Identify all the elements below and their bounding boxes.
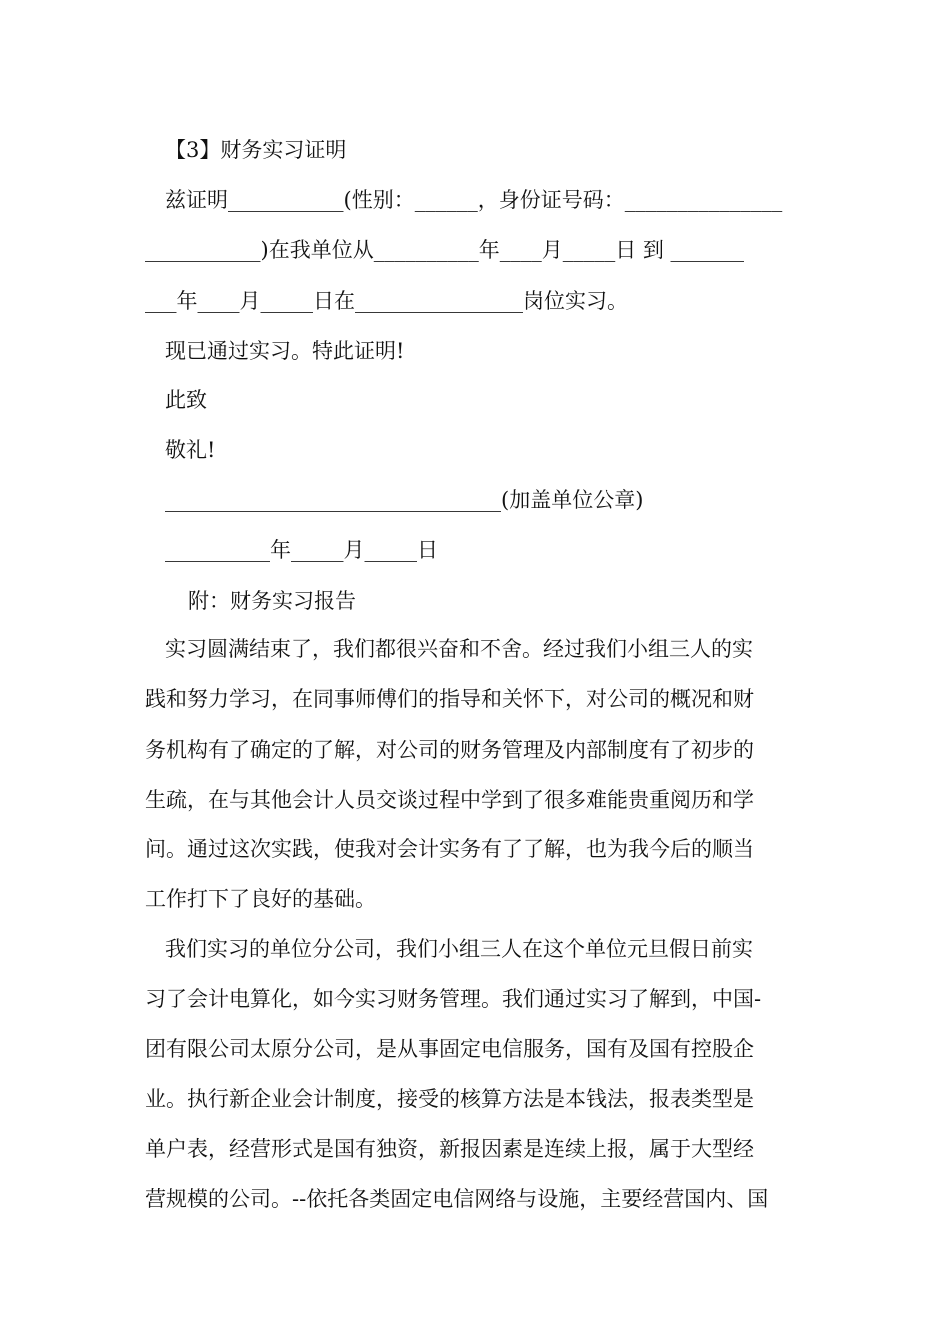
report-p1-line-1: 实习圆满结束了，我们都很兴奋和不舍。经过我们小组三人的实 <box>165 637 753 661</box>
closing-salutation-1: 此致 <box>165 388 207 412</box>
certificate-line-3: ___年____月_____日在________________岗位实习。 <box>145 289 628 313</box>
report-p2-line-5: 单户表，经营形式是国有独资，新报因素是连续上报，属于大型经 <box>145 1137 754 1161</box>
report-p2-line-2: 习了会计电算化，如今实习财务管理。我们通过实习了解到，中国- <box>145 987 762 1011</box>
section-title: 【3】财务实习证明 <box>165 138 347 162</box>
certificate-line-2: ___________)在我单位从__________年____月_____日 到 _______ <box>145 238 745 262</box>
report-p2-line-6: 营规模的公司。--依托各类固定电信网络与设施，主要经营国内、国 <box>145 1187 769 1211</box>
report-p1-line-6: 工作打下了良好的基础。 <box>145 887 376 911</box>
report-p2-line-3: 团有限公司太原分公司，是从事固定电信服务，国有及国有控股企 <box>145 1037 754 1061</box>
report-p1-line-5: 问。通过这次实践，使我对会计实务有了了解，也为我今后的顺当 <box>145 837 754 861</box>
report-p1-line-2: 践和努力学习，在同事师傅们的指导和关怀下，对公司的概况和财 <box>145 687 754 711</box>
report-p1-line-4: 生疏，在与其他会计人员交谈过程中学到了很多难能贵重阅历和学 <box>145 788 754 812</box>
certificate-line-4: 现已通过实习。特此证明! <box>165 339 405 363</box>
date-line: __________年_____月_____日 <box>165 538 438 562</box>
seal-line: ________________________________(加盖单位公章) <box>165 488 644 512</box>
certificate-line-1: 兹证明___________(性别：______，身份证号码：_______________ <box>165 188 783 212</box>
report-p1-line-3: 务机构有了确定的了解，对公司的财务管理及内部制度有了初步的 <box>145 738 754 762</box>
report-p2-line-1: 我们实习的单位分公司，我们小组三人在这个单位元旦假日前实 <box>165 937 753 961</box>
closing-salutation-2: 敬礼! <box>165 438 216 462</box>
appendix-title: 附：财务实习报告 <box>188 589 356 613</box>
report-p2-line-4: 业。执行新企业会计制度，接受的核算方法是本钱法，报表类型是 <box>145 1087 754 1111</box>
